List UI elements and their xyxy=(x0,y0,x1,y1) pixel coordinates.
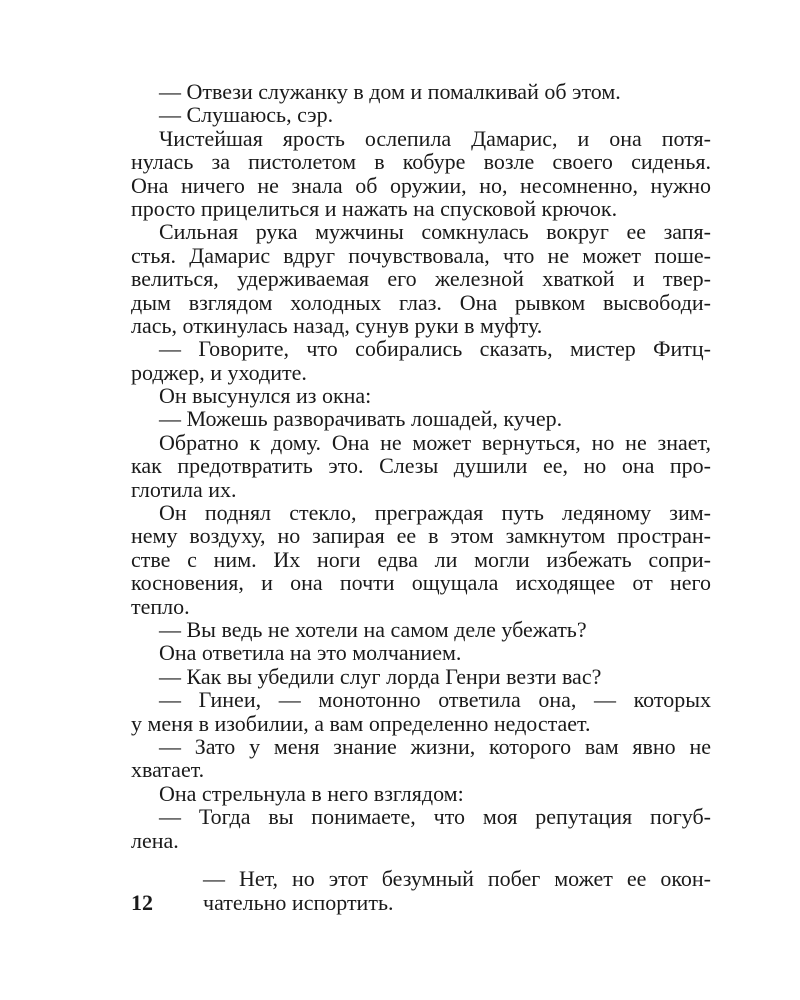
text-line: Она ответила на это молчанием. xyxy=(159,640,462,666)
text-line: у меня в изобилии, а вам определенно недостает. xyxy=(131,710,591,736)
text-line: — Можешь разворачивать лошадей, кучер. xyxy=(159,406,563,432)
text-line: — Тогда вы понимаете, что моя репутация погуб- xyxy=(159,804,711,830)
text-line: тепло. xyxy=(131,593,190,619)
text-line: — Зато у меня знание жизни, которого вам явно не xyxy=(159,733,711,759)
text-line: Сильная рука мужчины сомкнулась вокруг ее запя- xyxy=(159,219,711,245)
text-line: чательно испортить. xyxy=(203,890,394,915)
text-line: — Гинеи, — монотонно ответила она, — которых xyxy=(159,687,711,713)
text-line: Чистейшая ярость ослепила Дамарис, и она потя- xyxy=(159,125,711,151)
body-text xyxy=(131,80,711,852)
text-line: стве с ним. Их ноги едва ли могли избежать сопри- xyxy=(131,546,711,572)
text-line: просто прицелиться и нажать на спусковой крючок. xyxy=(131,195,618,221)
text-line: — Нет, но этот безумный побег может ее окон- xyxy=(203,866,711,891)
text-line: стья. Дамарис вдруг почувствовала, что не может поше- xyxy=(131,242,711,268)
page-number: 12 xyxy=(131,890,153,915)
text-line: лась, откинулась назад, сунув руки в муфту. xyxy=(131,312,543,338)
text-line: хватает. xyxy=(131,757,205,783)
text-line: Он высунулся из окна: xyxy=(159,383,372,409)
text-line: велиться, удерживаемая его железной хваткой и твер- xyxy=(131,266,711,292)
text-line: глотила их. xyxy=(131,476,237,502)
text-line: — Отвези служанку в дом и помалкивай об этом. xyxy=(159,79,621,104)
text-line: Она стрельнула в него взглядом: xyxy=(159,780,464,806)
text-line: нулась за пистолетом в кобуре возле своего сиденья. xyxy=(131,149,711,175)
text-line: — Как вы убедили слуг лорда Генри везти вас? xyxy=(159,663,602,689)
text-line: Он поднял стекло, преграждая путь ледяному зим- xyxy=(159,500,711,526)
text-line: — Вы ведь не хотели на самом деле убежать? xyxy=(159,616,587,642)
text-line: нему воздуху, но запирая ее в этом замкнутом простран- xyxy=(131,523,711,549)
text-line: — Говорите, что собирались сказать, мистер Фитц- xyxy=(159,336,711,362)
text-line: лена. xyxy=(131,827,179,853)
text-line: Она ничего не знала об оружии, но, несомненно, нужно xyxy=(131,172,711,198)
text-line: косновения, и она почти ощущала исходящее от него xyxy=(131,570,711,596)
text-line: дым взглядом холодных глаз. Она рывком высвободи- xyxy=(131,289,711,315)
text-line: как предотвратить это. Слезы душили ее, но она про- xyxy=(131,453,711,479)
text-line: Обратно к дому. Она не может вернуться, но не знает, xyxy=(159,429,711,455)
text-line: — Слушаюсь, сэр. xyxy=(159,102,334,128)
text-line: роджер, и уходите. xyxy=(131,359,307,385)
